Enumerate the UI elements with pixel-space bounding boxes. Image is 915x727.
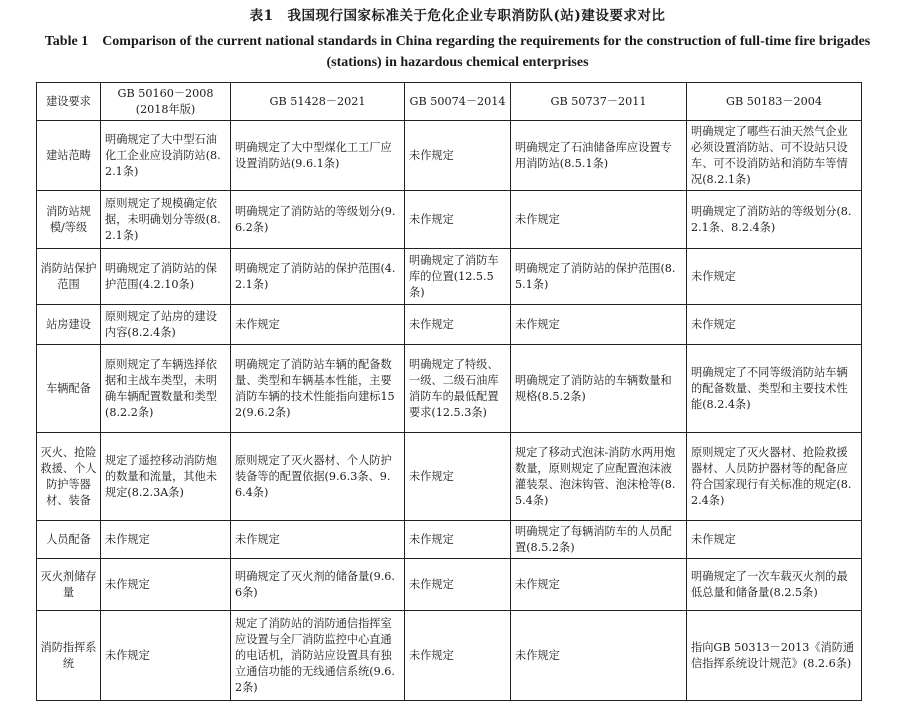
requirement-cell: 站房建设 <box>37 305 101 345</box>
cell-gb50160: 原则规定了站房的建设内容(8.2.4条) <box>101 305 231 345</box>
header-row <box>37 83 862 121</box>
table-row <box>37 191 862 249</box>
cell-gb51428: 明确规定了消防站的保护范围(4.2.1条) <box>231 249 405 305</box>
cell-gb50074: 明确规定了消防车库的位置(12.5.5条) <box>405 249 511 305</box>
cell-gb50737: 明确规定了石油储备库应设置专用消防站(8.5.1条) <box>511 121 687 191</box>
cell-gb50160: 明确规定了大中型石油化工企业应设消防站(8.2.1条) <box>101 121 231 191</box>
cell-gb50160: 未作规定 <box>101 559 231 611</box>
cell-gb50183: 指向GB 50313－2013《消防通信指挥系统设计规范》(8.2.6条) <box>687 611 862 701</box>
table-row <box>37 559 862 611</box>
cell-gb50737: 未作规定 <box>511 611 687 701</box>
cell-gb50183: 未作规定 <box>687 249 862 305</box>
cell-gb50074: 未作规定 <box>405 305 511 345</box>
cell-gb50183: 明确规定了不同等级消防站车辆的配备数量、类型和主要技术性能(8.2.4条) <box>687 345 862 433</box>
table-row <box>37 611 862 701</box>
cell-gb51428: 明确规定了消防站车辆的配备数量、类型和车辆基本性能，主要消防车辆的技术性能指向建标152(9.6.2条) <box>231 345 405 433</box>
cell-gb50074: 明确规定了特级、一级、二级石油库消防车的最低配置要求(12.5.3条) <box>405 345 511 433</box>
cell-gb50737: 明确规定了每辆消防车的人员配置(8.5.2条) <box>511 521 687 559</box>
requirement-cell: 灭火、抢险救援、个人防护等器材、装备 <box>37 433 101 521</box>
cell-gb50737: 规定了移动式泡沫-消防水两用炮数量，原则规定了应配置泡沫液灌装泵、泡沫钩管、泡沫枪等(8.5.4条) <box>511 433 687 521</box>
cell-gb50183: 明确规定了消防站的等级划分(8.2.1条、8.2.4条) <box>687 191 862 249</box>
table-row <box>37 121 862 191</box>
cell-gb50183: 明确规定了一次车载灭火剂的最低总量和储备量(8.2.5条) <box>687 559 862 611</box>
cell-gb50160: 原则规定了车辆选择依据和主战车类型，未明确车辆配置数量和类型(8.2.2条) <box>101 345 231 433</box>
cell-gb50183: 未作规定 <box>687 305 862 345</box>
cell-gb50160: 原则规定了规模确定依据，未明确划分等级(8.2.1条) <box>101 191 231 249</box>
header-gb50074: GB 50074－2014 <box>405 83 511 121</box>
requirement-cell: 人员配备 <box>37 521 101 559</box>
standards-comparison-table <box>36 82 862 701</box>
requirement-cell: 建站范畴 <box>37 121 101 191</box>
cell-gb51428: 未作规定 <box>231 521 405 559</box>
cell-gb50737: 未作规定 <box>511 191 687 249</box>
cell-gb51428: 规定了消防站的消防通信指挥室应设置与全厂消防监控中心直通的电话机，消防站应设置具有独立通信功能的无线通信系统(9.6.2条) <box>231 611 405 701</box>
cell-gb50737: 明确规定了消防站的车辆数量和规格(8.5.2条) <box>511 345 687 433</box>
header-gb50160-text: GB 50160－2008 (2018年版) <box>117 86 214 116</box>
header-requirement: 建设要求 <box>37 83 101 121</box>
cell-gb50160: 明确规定了消防站的保护范围(4.2.10条) <box>101 249 231 305</box>
requirement-cell: 灭火剂储存量 <box>37 559 101 611</box>
cell-gb50183: 未作规定 <box>687 521 862 559</box>
header-gb50737: GB 50737－2011 <box>511 83 687 121</box>
cell-gb51428: 明确规定了灭火剂的储备量(9.6.6条) <box>231 559 405 611</box>
table-caption-en: Table 1 Comparison of the current national standards in China regarding the requirements for the construction of full-time fire brigades (stations) in hazardous chemical enterprises <box>44 34 871 70</box>
cell-gb50183: 原则规定了灭火器材、抢险救援器材、人员防护器材等的配备应符合国家现行有关标准的规定(8.2.4条) <box>687 433 862 521</box>
cell-gb50160: 未作规定 <box>101 521 231 559</box>
cell-gb50183: 明确规定了哪些石油天然气企业必须设置消防站、可不设站只设车、可不设消防站和消防车等情况(8.2.1条) <box>687 121 862 191</box>
table-row <box>37 249 862 305</box>
cell-gb50074: 未作规定 <box>405 191 511 249</box>
cell-gb50074: 未作规定 <box>405 121 511 191</box>
table-row <box>37 433 862 521</box>
requirement-cell: 消防站规模/等级 <box>37 191 101 249</box>
cell-gb50074: 未作规定 <box>405 611 511 701</box>
requirement-cell: 消防站保护范围 <box>37 249 101 305</box>
cell-gb50160: 规定了遥控移动消防炮的数量和流量，其他未规定(8.2.3A条) <box>101 433 231 521</box>
cell-gb50160: 未作规定 <box>101 611 231 701</box>
header-gb51428: GB 51428－2021 <box>231 83 405 121</box>
cell-gb50737: 明确规定了消防站的保护范围(8.5.1条) <box>511 249 687 305</box>
cell-gb51428: 未作规定 <box>231 305 405 345</box>
header-gb50160 <box>101 83 231 121</box>
cell-gb50737: 未作规定 <box>511 559 687 611</box>
requirement-cell: 车辆配备 <box>37 345 101 433</box>
cell-gb50074: 未作规定 <box>405 521 511 559</box>
header-gb50183: GB 50183－2004 <box>687 83 862 121</box>
cell-gb51428: 明确规定了大中型煤化工工厂应设置消防站(9.6.1条) <box>231 121 405 191</box>
table-row <box>37 521 862 559</box>
requirement-cell: 消防指挥系统 <box>37 611 101 701</box>
cell-gb51428: 明确规定了消防站的等级划分(9.6.2条) <box>231 191 405 249</box>
cell-gb51428: 原则规定了灭火器材、个人防护装备等的配置依据(9.6.3条、9.6.4条) <box>231 433 405 521</box>
cell-gb50737: 未作规定 <box>511 305 687 345</box>
table-caption-cn: 表1 我国现行国家标准关于危化企业专职消防队(站)建设要求对比 <box>249 8 666 24</box>
cell-gb50074: 未作规定 <box>405 559 511 611</box>
cell-gb50074: 未作规定 <box>405 433 511 521</box>
table-row <box>37 345 862 433</box>
table-row <box>37 305 862 345</box>
